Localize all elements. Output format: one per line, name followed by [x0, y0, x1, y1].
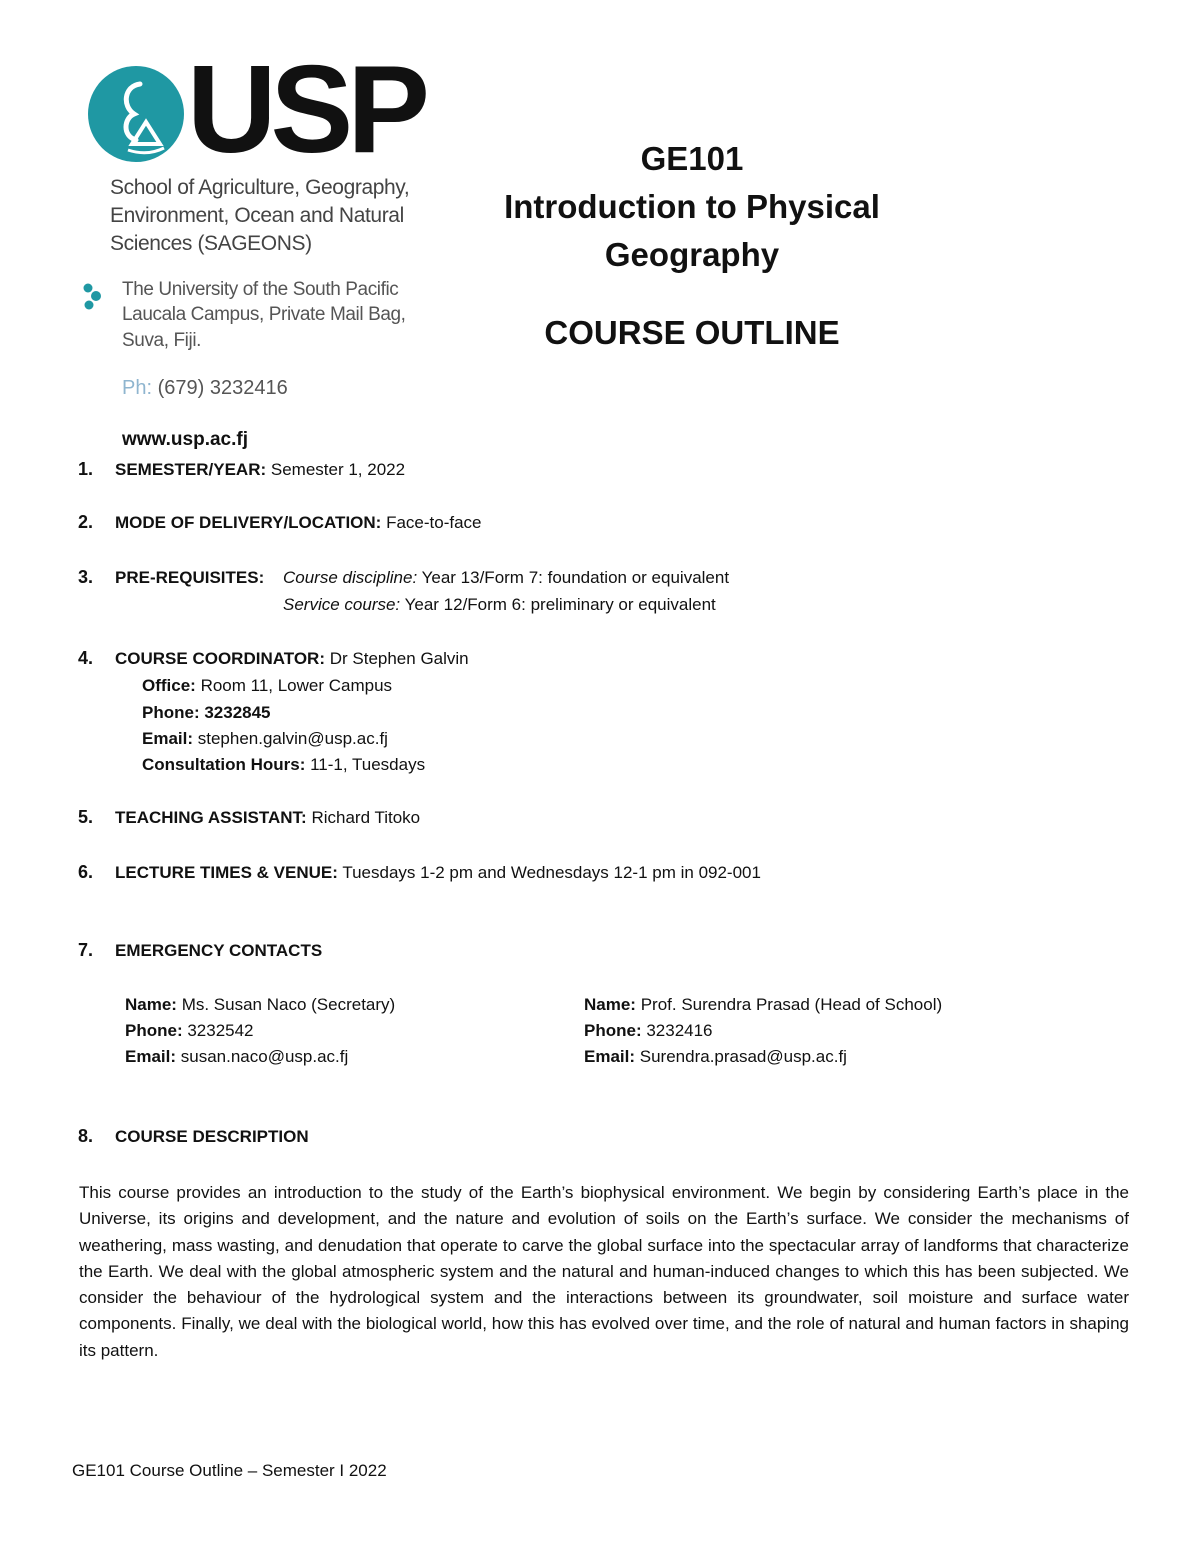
- phone-label: Phone:: [584, 1021, 642, 1040]
- consultation-hours: [142, 756, 425, 773]
- section-label: PRE-REQUISITES:: [115, 568, 265, 587]
- website-link[interactable]: www.usp.ac.fj: [122, 429, 248, 450]
- course-description-heading: [115, 1128, 309, 1145]
- office-value: Room 11, Lower Campus: [195, 676, 393, 695]
- section-label: LECTURE TIMES & VENUE:: [115, 863, 338, 882]
- email-value[interactable]: Surendra.prasad@usp.ac.fj: [635, 1047, 847, 1066]
- course-description-text: This course provides an introduction to the study of the Earth’s biophysical environment. We begin by considering Earth’s place in the Universe, its origins and development, and the nature and evolution of soils on the Earth’s surface. We consider the mechanisms of weathering, mass wasting, and denudation that operate to carve the global surface into the spectacular array of landforms that characterize the Earth. We deal with the global atmospheric system and the natural and human-induced changes to which this has been subjected. We consider the behaviour of the hydrological system and the interactions between its groundwater, soil moisture and surface water components. Finally, we deal with the biological world, how this has evolved over time, and the role of natural and human factors in shaping its pattern.: [79, 1183, 1129, 1360]
- usp-logo-emblem: [88, 66, 184, 162]
- contact-name: [125, 996, 395, 1013]
- phone-value: (679) 3232416: [157, 377, 288, 399]
- school-name-line: School of Agriculture, Geography,: [110, 176, 410, 199]
- email-label: Email:: [125, 1047, 177, 1066]
- university-address-line: Laucala Campus, Private Mail Bag,: [122, 304, 406, 325]
- section-label: MODE OF DELIVERY/LOCATION:: [115, 513, 382, 532]
- section-number: 2.: [78, 512, 94, 532]
- course-outline-heading: COURSE OUTLINE: [544, 314, 840, 351]
- contact-email: [125, 1048, 348, 1065]
- section-value: Dr Stephen Galvin: [325, 649, 469, 668]
- section-number: 3.: [78, 567, 94, 587]
- hours-value: 11-1, Tuesdays: [305, 755, 426, 774]
- coordinator-office: [142, 677, 392, 694]
- email-value[interactable]: stephen.galvin@usp.ac.fj: [193, 729, 388, 748]
- prereq-service-course: [283, 596, 716, 613]
- section-number: 5.: [78, 807, 94, 827]
- university-phone: [122, 377, 288, 400]
- semester-year: [115, 461, 405, 478]
- email-value[interactable]: susan.naco@usp.ac.fj: [176, 1047, 349, 1066]
- prerequisites-label: [115, 569, 264, 586]
- seal-icon: [88, 66, 184, 162]
- prereq-value: Year 13/Form 7: foundation or equivalent: [417, 568, 730, 587]
- mode-of-delivery: [115, 514, 482, 531]
- section-number: 8.: [78, 1126, 94, 1146]
- section-number: 1.: [78, 459, 94, 479]
- section-number: 7.: [78, 940, 94, 960]
- phone-value: 3232845: [199, 703, 271, 722]
- section-number: 4.: [78, 648, 94, 668]
- university-address-line: The University of the South Pacific: [122, 279, 399, 300]
- contact-phone: [125, 1022, 254, 1039]
- hours-label: Consultation Hours:: [142, 755, 306, 774]
- name-value: Ms. Susan Naco (Secretary): [176, 995, 396, 1014]
- section-label: SEMESTER/YEAR:: [115, 460, 267, 479]
- section-label: TEACHING ASSISTANT:: [115, 808, 307, 827]
- course-code: GE101: [640, 140, 744, 177]
- teaching-assistant: [115, 809, 420, 826]
- prereq-value: Year 12/Form 6: preliminary or equivalent: [400, 595, 716, 614]
- phone-value: 3232416: [641, 1021, 713, 1040]
- course-coordinator: [115, 650, 469, 667]
- section-label: EMERGENCY CONTACTS: [115, 941, 323, 960]
- phone-label: Phone:: [142, 703, 200, 722]
- contact-phone: [584, 1022, 713, 1039]
- name-value: Prof. Surendra Prasad (Head of School): [635, 995, 943, 1014]
- course-title-line2: Geography: [604, 236, 780, 273]
- email-label: Email:: [584, 1047, 636, 1066]
- section-value: Richard Titoko: [306, 808, 421, 827]
- name-label: Name:: [584, 995, 636, 1014]
- coordinator-email: [142, 730, 388, 747]
- course-title-line1: Introduction to Physical: [504, 188, 880, 225]
- section-label: COURSE DESCRIPTION: [115, 1127, 309, 1146]
- office-label: Office:: [142, 676, 196, 695]
- university-address-line: Suva, Fiji.: [122, 330, 202, 351]
- phone-label: Ph:: [122, 377, 153, 399]
- lecture-times-venue: [115, 864, 761, 881]
- contact-email: [584, 1048, 847, 1065]
- usp-logo-wordmark: USP: [187, 41, 424, 179]
- location-dots-icon: [82, 282, 104, 312]
- section-number: 6.: [78, 862, 94, 882]
- school-name-line: Sciences (SAGEONS): [110, 232, 312, 255]
- contact-name: [584, 996, 942, 1013]
- coordinator-phone: [142, 704, 271, 721]
- section-value: Face-to-face: [381, 513, 482, 532]
- emergency-contacts-heading: [115, 942, 322, 959]
- page-footer: GE101 Course Outline – Semester I 2022: [72, 1461, 387, 1480]
- section-value: Semester 1, 2022: [266, 460, 406, 479]
- phone-value: 3232542: [182, 1021, 254, 1040]
- school-name-line: Environment, Ocean and Natural: [110, 204, 404, 227]
- section-value: Tuesdays 1-2 pm and Wednesdays 12-1 pm in 092-001: [337, 863, 761, 882]
- email-label: Email:: [142, 729, 194, 748]
- prereq-label: Service course:: [283, 595, 401, 614]
- name-label: Name:: [125, 995, 177, 1014]
- prereq-course-discipline: [283, 569, 729, 586]
- section-label: COURSE COORDINATOR:: [115, 649, 325, 668]
- prereq-label: Course discipline:: [283, 568, 418, 587]
- phone-label: Phone:: [125, 1021, 183, 1040]
